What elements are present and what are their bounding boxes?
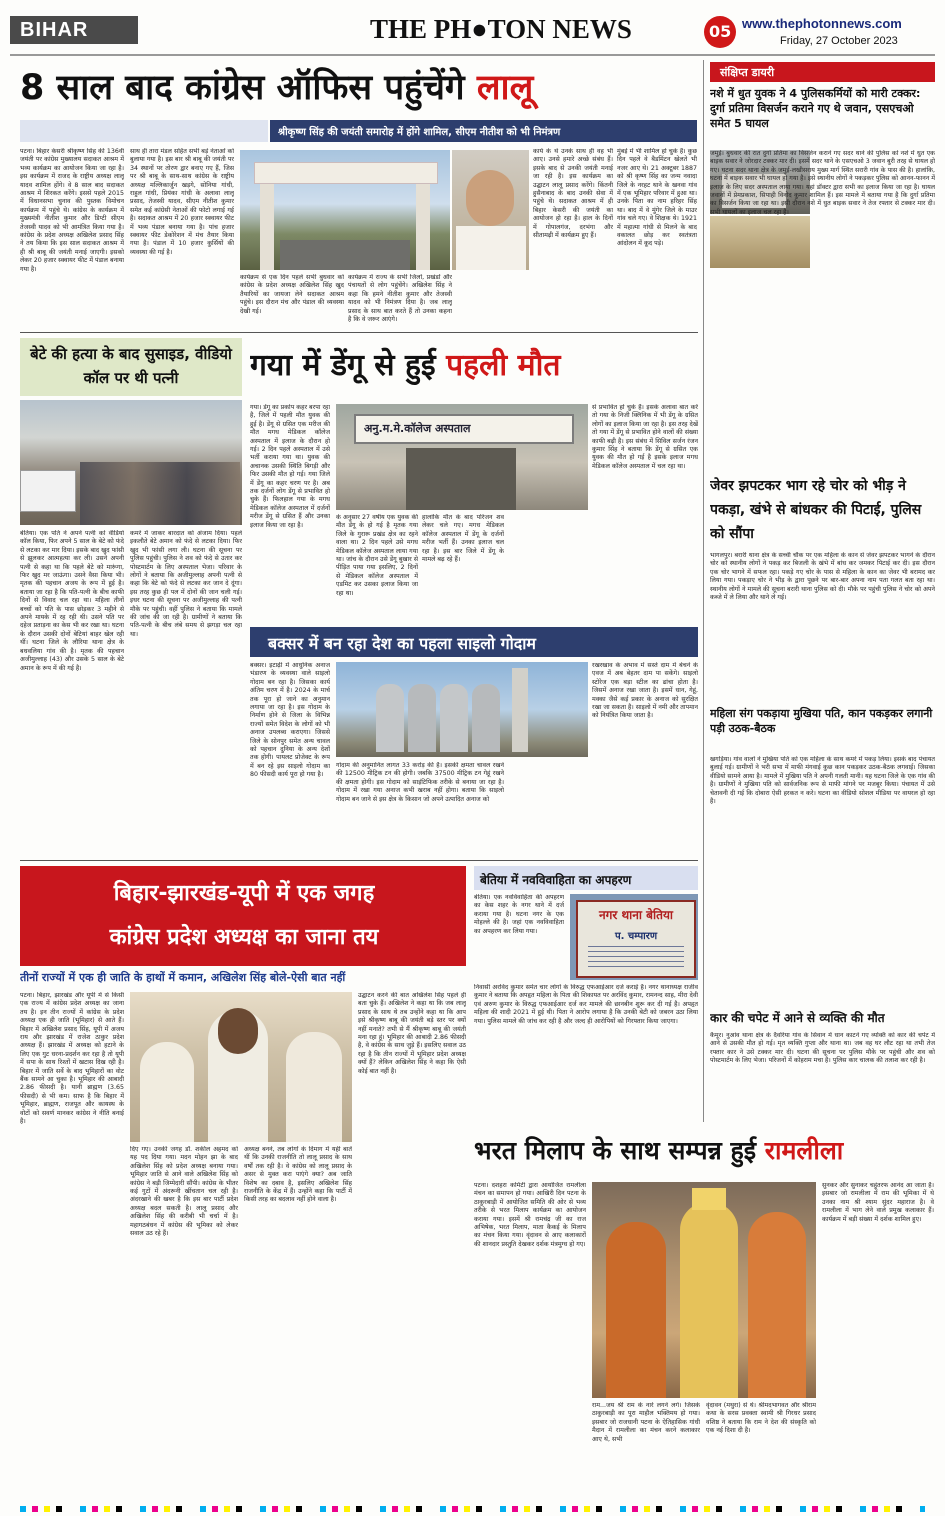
police-sign-title: नगर थाना बेतिया [598,908,674,922]
sidebar-story4-headline: कार की चपेट में आने से व्यक्ति की मौत [710,1011,885,1025]
silo-tank-2 [408,684,436,752]
page-number-badge [704,16,736,48]
congress-headline-line2: कांग्रेस प्रदेश अध्यक्ष का जाना तय [109,925,379,950]
congress-photo-person3 [140,1042,194,1142]
congress-headline-line1: बिहार-झारखंड-यूपी में एक जगह [113,881,375,906]
bride-headline: बेतिया में नवविवाहिता का अपहरण [480,873,632,887]
silo-body-3: रखरखाव के अभाव में सस्ते दाम में बेचने के एवज में अब बेहतर दाम पा सकेंगे। साइलो स्टोरेज एक बड़ा स्टील का ढांचा होता है। जिसमें अनाज रखा जाता है। इसमें धान, गेहूं, मक्का जैसे कई प्रकार के अनाज को सुरक्षित रखा जा सकता है। साइलो में नमी और तापमान को नियंत्रित किया जाता है। [592,662,698,720]
sidebar-divider [703,60,704,1122]
sidebar-header-text: संक्षिप्त डायरी [720,66,775,79]
congress-body-4: उद्घाटन करने की बात अखिलेश सिंह पहले ही बता चुके हैं। अखिलेश ने कहा था कि जब लालू प्रसाद के साथ थे तब उन्होंने कहा था कि आप इसे श्रीकृष्ण बाबू की जयंती बड़े स्तर पर क्यों नहीं मनाते? तभी से मैं श्रीकृष्ण बाबू की जयंती मना रहा हूं। भूमिहार की आबादी 2.86 फीसदी है, वे कांग्रेस के साथ जुड़े हैं। इसलिए सवाल उठ रहा है कि तीन राज्यों में भूमिहार प्रदेश अध्यक्ष क्यों हैं? लेकिन अखिलेश सिंह ने कहा कि ऐसी कोई बात नहीं है। [358,992,466,1075]
lead-subhead: श्रीकृष्ण सिंह की जयंती समारोह में होंगे शामिल, सीएम नीतीश को भी निमंत्रण [278,127,561,138]
hospital-sign-text: अनु.म.मे.कॉलेज अस्पताल [364,422,471,435]
police-sign-district: प. चम्पारण [614,931,658,942]
suicide-headline: बेटे की हत्या के बाद सुसाइड, वीडियो कॉल पर थी पत्नी [30,345,232,387]
lead-photo-lalu [452,150,529,270]
sidebar-story2-body: भागलपुर। बरारी थाना क्षेत्र के सच्ची चौक पर एक महिला के कान से जेवर झपटकर भागने के दौरान चोर को स्थानीय लोगों ने पकड़ कर बिजली के खंभे में बांध कर जमकर पिटाई कर दी। इस दौरान एक चोर भागने में सफल रहा। पकड़े गए चोर के पास से महिला के कान का जेवर भी बरामद कर लिया गया। पकड़ाए चोर ने भीड़ के द्वारा पूछने पर बार-बार अपना नाम पता गलत बता रहा था। स्थानीय लोगों ने मामले की सूचना बरारी थाना पुलिस को दी। मौके पर पहुंची पुलिस ने चोर को अपने कब्जे में ले लिया और थाने ले गई। [710,552,935,602]
lalu-head [466,170,514,226]
silo-body-1: बक्सर। इटाढ़ी में आधुनिक अनाज भंडारण के व्यवस्था वाले साइलो गोदाम बन रहा है। जिसका कार्य अंतिम चरण में है। 2024 के मार्च तक पूरा हो जाने का अनुमान लगाया जा रहा है। इस गोदाम के निर्माण होने से जिला के विभिन्न राज्यों समेत विदेश के लोगों को भी अनाज उपलब्ध कराएगा। जिससे जिले के सोनपुर समेत अन्य चावल को पहचान दुनिया के अन्य देशों तक होगी। पायलट प्रोजेक्ट के रूप में बन रहे इस साइलो गोदाम का 80 फीसदी कार्य पूरा हो गया है। [250,662,330,779]
page-number: 05 [709,22,732,41]
ramleela-photo [592,1182,816,1398]
congress-body-1: पटना। बिहार, झारखंड और यूपी में से किसी एक राज्य में कांग्रेस प्रदेश अध्यक्ष का जाना तय है। इन तीन राज्यों में कांग्रेस के प्रदेश अध्यक्ष एक ही जाति (भूमिहार) से आते हैं। बिहार में अखिलेश प्रसाद सिंह, यूपी में अजय राय और झारखंड में राजेश ठाकुर प्रदेश अध्यक्ष हैं। झारखंड में अध्यक्ष को हटाने के लिए एक गुट धरना-प्रदर्शन कर रहा है तो यूपी में सपा के साथ रिश्तों में खटास दिख रही है। बिहार में जाति सर्वे के बाद भूमिहारों का वोट बैंक सामने आ चुका है। भूमिहार की आबादी 2.86 फीसदी है। यानी ब्राह्मण (3.65 फीसदी) से भी कम। साफ है कि बिहार में भूमिहार, ब्राह्मण, राजपूत और कायस्थ के वोटों को सवर्ण मानकर कांग्रेस ने नीति बनाई है। [20,992,124,1126]
police-sign-lines [588,946,684,968]
dengue-headline [250,338,698,398]
suicide-photo-crowd [80,462,240,525]
lead-body-3: कार्यक्रम से एक दिन पहले सभी बुधवार को कांग्रेस के प्रदेश अध्यक्ष अखिलेश सिंह खुद तैयारियों का जायजा लेने सदाकत आश्रम पहुंचे। इस दौरान मंच और पंडाल की व्यवस्था देखी गई। [240,274,344,315]
ramleela-body-3: सुनकर और सुनाकर चहुंतरफ आनंद आ जाता है। इसबार जो रामलीला में राम की भूमिका में थे उनका नाम श्री श्याम सुंदर महाराज है। वे रामलीला में भाग लेने वाले प्रमुख कलाकार हैं। कार्यक्रम में बड़ी संख्या में दर्शक शामिल हुए। [822,1182,934,1223]
paper-name: THE PH●TON NEWS [370,14,632,44]
sidebar-story2-headline: जेवर झपटकर भाग रहे चोर को भीड़ ने पकड़ा, खंभे से बांधकर की पिटाई, पुलिस को सौंपा [710,478,922,542]
lead-headline [20,64,692,116]
sidebar-story4-body: कैमूर। नुआंव थाना क्षेत्र के दैवरिया गांव के सिवान में धान काटने गए व्यक्ति को कार की चपेट में आने से उसकी मौत हो गई। मृत व्यक्ति गुप्ता और थाना था। जब वह घर लौट रहा था तभी तेज रफ्तार कार ने उसे टक्कर मार दी। घटना की सूचना पर पुलिस मौके पर पहुंची और शव को पोस्टमार्टम के लिए भेजा। परिजनों में कोहराम मचा है। पुलिस कार चालक की तलाश कर रही है। [710,1032,935,1065]
silo-photo [336,662,588,757]
sidebar-story1-body: जमुई। बुधवार की रात दुर्गा प्रतिमा का विसर्जन कराने गए सदर थाने की पुलिस को नशे में धुत एक बाइक सवार ने जोरदार टक्कर मार दी। इसमें सदर थाने के एसएचओ 3 जवान बुरी तरह से घायल हो गए। घटना सदर थाना क्षेत्र के जमुई-लखीसराय मुख्य मार्ग स्थित सरारी गांव के पास की है। हालांकि, घटना में बाइक सवार भी घायल हो गया है। इसे स्थानीय लोगों ने पकड़कर पुलिस को आनन-फानन में इलाज के लिए सदर अस्पताल लाया गया। यहां डॉक्टर द्वारा सभी का इलाज किया जा रहा है। घायल जवानों में प्रेमप्रकाश, सिपाही विनोद कुमार शामिल हैं। इस मामले में बताया गया है कि दुर्गा प्रतिमा का विसर्जन किया जा रहा था। इसी दौरान नशे में धुत बाइक सवार ने तेज रफ्तार से टक्कर मार दी। सभी घायलों का इलाज चल रहा है। [710,150,935,216]
mid-rule [20,860,698,861]
dengue-headline-text: गया में डेंगू से हुई [250,348,447,383]
ramleela-photo-caption: राम...जय श्री राम के नारे लगने लगे। जिसके ठाकुरबाड़ी का पूरा माहौल भक्तिमय हो गया। इसबार जो राजधानी पटना के ऐतिहासिक गांधी मैदान में रामलीला का मंचन करने कलाकार आए थे, सभी [592,1402,700,1443]
ramleela-body-1: पटना। दशहरा कमिटी द्वारा आयोजित रामलीला मंचन का समापन हो गया। आखिरी दिन पटना के ठाकुरबाड़ी में आयोजित समिति की ओर से भव्य तरीके से भरत मिलाप कार्यक्रम का आयोजन कराया गया। इसमें श्री रामचंद्र जी का राज अभिषेक, भरत मिलाप, माता कैकई के मिलाप का मंचन किया गया। वृंदावन से आए कलाकारों की शानदार प्रस्तुति देखकर दर्शक मंत्रमुग्ध हो गए। [474,1182,586,1248]
ramleela-headline [474,1128,934,1176]
bride-headline-box [474,866,698,890]
section-tab [10,16,138,44]
lalu-shirt [456,226,526,270]
sidebar-story3-headline: महिला संग पकड़ाया मुखिया पति, कान पकड़कर लगानी पड़ी उठक-बैठक [710,707,933,735]
dengue-body-3: हालांकि मौत के बाद परिजन शव लेकर चले गए। मगध मेडिकल कॉलेज अस्पताल में डेंगू के दर्जनों मरीज भर्ती हैं। उनका इलाज चल रहा है। इस बार जिले में डेंगू के मामले बढ़ रहे हैं। [422,514,504,564]
silo-body-2: गोदाम की अनुमानित लागत 33 करोड़ की है। इसकी क्षमता चावल रखने की 12500 मीट्रिक टन की होगी। जबकि 37500 मीट्रिक टन गेहूं रखने की क्षमता होगी। इस गोदाम को साइंटिफिक तरीके से बनाया जा रहा है। गोदाम में रखा गया अनाज कभी खराब नहीं होगा। बताया कि साइलो गोदाम बन जाने से इस क्षेत्र के किसान जो अपने उत्पादित अनाज को [336,762,504,803]
sidebar-story3-body: खगड़िया। गांव वालों ने मुखिया पति को एक महिला के साथ कमरे में पकड़ लिया। इसके बाद पंचायत बुलाई गई। ग्रामीणों ने भरी सभा में माफी मंगवाई कुछ कान पकड़कर उठक-बैठक लगवाई। जिसका वीडियो सामने आया है। मामले में मुखिया पति ने अपनी गलती मानी। यह घटना जिले के एक गांव की है। ग्रामीणों ने मुखिया पति को सार्वजनिक रूप से माफी मांगने पर मजबूर किया। पंचायत में उसे चेतावनी दी गई कि दोबारा ऐसी हरकत न करे। घटना का वीडियो सोशल मीडिया पर वायरल हो रहा है। [710,756,935,806]
section-label: BIHAR [20,19,89,41]
dengue-body-2: के अनुसार 27 वर्षीय एक युवक की मौत डेंगू के हो गई है मृतक गया जिले के गुरारू प्रखंड क्षेत्र का रहने वाला था। 2 दिन पहले उसे मगध मेडिकल कॉलेज अस्पताल लाया गया था। जांच के दौरान उसे डेंगू बुखार से पीड़ित पाया गया इसलिए, 2 दिनों से मेडिकल कॉलेज अस्पताल में एडमिट कर उसका इलाज किया जा रहा था। [336,514,418,597]
hospital-entrance [406,448,516,510]
bride-body-1: बेतिया। एक नवविवाहिता की अपहरण का केस शहर के नगर थाने में दर्ज कराया गया है। घटना नगर के एक मोहल्ले की है। जहां एक नवविवाहिता का अपहरण कर लिया गया। [474,894,564,935]
silo-tank-1 [376,684,404,752]
suicide-photo [20,400,242,525]
lead-band-left [20,120,268,142]
suicide-body-1: बेतिया। एक पति ने अपने पत्नी को वीडियो कॉल किया, फिर अपने 5 साल के बेटे को फंदे से लटका कर मार दिया। इसके बाद खुद फांसी से झूलकर आत्महत्या कर ली। उसने अपनी पत्नी से कहा था कि पहले बेटे को मारूंगा, फिर खुद मर जाऊंगा। उसने वैसा किया भी। मृतक की पहचान अजय के रूप में हुई है। बताया जा रहा है कि पति-पत्नी के बीच काफी दिनों से विवाद चल रहा था। महिला तीनों बच्चों को पति के पास छोड़कर 3 महीने से अपने मायके में रह रही थी। उसने पति पर दहेज प्रताड़ना का केस भी कर रखा था। घटना के दौरान उसकी दोनों बेटियां बाहर खेल रही थीं। घटना जिले के लौरिया थाना क्षेत्र के बधवलिया गांव की है। मृतक की पहचान अजीमुल्लाह (43) और उसके 5 साल के बेटे अमान के रूप में की गई है। [20,530,124,672]
lead-body-1: पटना। बिहार केसरी श्रीकृष्ण सिंह की 136वीं जयंती पर कांग्रेस मुख्यालय सदाकत आश्रम में भव्य कार्यक्रम का आयोजन किया जा रहा है। इस कार्यक्रम में राजद के राष्ट्रीय अध्यक्ष लालू यादव शामिल होंगे। वे 8 साल बाद सदाकत आश्रम में शिरकत करेंगे। इससे पहले 2015 में विधानसभा चुनाव की पुस्तक विमोचन कार्यक्रम में पहुंचे थे। कांग्रेस के कार्यक्रम में मुख्यमंत्री नीतीश कुमार और डिप्टी सीएम तेजस्वी यादव को भी आमंत्रित किया गया है। कांग्रेस के प्रदेश अध्यक्ष अखिलेश प्रसाद सिंह ने तय किया कि इस साल सदाकत आश्रम में ही श्री बाबू की जयंती मनाई जाएगी। इसको लेकर 20 हजार स्क्वायर फीट में पंडाल बनाया गया है। [20,148,124,273]
sidebar-header [710,62,935,82]
dengue-body-4: से प्रभावित हो चुके हैं। इसके अलावा बात करें तो गया के निजी क्लिनिक में भी डेंगू के ग्रसित लोगों का इलाज किया जा रहा है। इस तरह देखें तो गया में डेंगू से प्रभावित होने वालों की संख्या काफी बढ़ी है। इस संबंध में सिविल सर्जन रंजन कुमार सिंह ने बताया कि डेंगू से ग्रसित एक युवक की मौत हो गई है इसके इलाज मगध मेडिकल कॉलेज अस्पताल में चल रहा था। [592,404,698,470]
website-link[interactable]: www.thephotonnews.com [742,16,902,31]
suicide-photo-ambulance [20,470,76,512]
lead-body-4: कार्यक्रम में राज्य के सभी जिलों, प्रखंडों और पंचायतों से लोग पहुंचेंगे। अखिलेश सिंह ने कहा कि हमने नीतीश कुमार और तेजस्वी यादव को भी निमंत्रण दिया है। जब लालू प्रसाद के साथ बात करते हैं तो उनका कहना है कि वे जरूर आएंगे। [348,274,452,324]
police-sign-board [576,900,696,978]
ramleela-actor-ram [680,1202,738,1398]
sidebar-story1-headline: नशे में धुत युवक ने 4 पुलिसकर्मियों को मारी टक्कर: दुर्गा प्रतिमा विसर्जन कराने गए थे जवान, एसएचओ समेत 5 घायल [710,87,921,130]
ramleela-crown [692,1188,726,1210]
print-color-marks [20,1506,925,1512]
bride-sign-photo [570,894,698,980]
masthead-rule [10,54,935,56]
silo-tank-4 [472,684,500,752]
lead-subhead-band [270,120,697,142]
lead-bottom-rule [20,332,698,333]
congress-body-3: अध्यक्ष बनने, तब लोगों के दिमाग में यही बातें थीं कि उनकी राजनीति तो लालू प्रसाद के साथ वर्षों तक रही है। वे कांग्रेस को लालू प्रसाद के असर से मुक्त करा पाएंगे क्या? अब जाति विशेष का दबाव है, इसलिए अखिलेश सिंह राजनीति के केंद्र में हैं। उन्होंने कहा कि पार्टी में किसी तरह का बदलाव नहीं होने वाला है। [244,1146,352,1204]
ramleela-headline-text: भरत मिलाप के साथ सम्पन्न हुई [474,1136,765,1165]
silo-tower [512,668,528,752]
hospital-sign-board [354,414,574,444]
ramleela-actor-bharat [748,1212,806,1398]
congress-photo-person2 [286,1032,342,1142]
dengue-body-1: गया। डेंगू का प्रकोप कहर बरपा रहा है, जिले में पहली मौत युवक की हुई है। डेंगू से ग्रसित एक मरीज की मौत मगध मेडिकल कॉलेज अस्पताल में इलाज के दौरान हो गई। 2 दिन पहले अस्पताल में उसे भर्ती कराया गया था। युवक की अचानक उसकी स्थिति बिगड़ी और फिर उसकी मौत हो गई। गया जिले में डेंगू का कहर चरण पर है। अब तक दर्जनों लोग डेंगू से प्रभावित हो चुके हैं। फिलहाल गया के मगध मेडिकल कॉलेज अस्पताल में दर्जनों मरीज डेंगू से ग्रसित हैं और उनका इलाज किया जा रहा है। [250,404,330,529]
masthead [0,0,945,58]
dengue-photo-hospital [336,404,588,510]
lead-headline-highlight: लालू [476,68,534,108]
lead-body-2: साथ ही तारा मंडल सहित सभी बड़े नेताओं को बुलाया गया है। इस बार श्री बाबू की जयंती पर 34 स्थानों पर तोरण द्वार बनाए गए हैं, जिस पर श्री बाबू के साथ-साथ कांग्रेस के राष्ट्रीय अध्यक्ष मल्लिकार्जुन खड़गे, सोनिया गांधी, राहुल गांधी, प्रियंका गांधी के अलावा लालू प्रसाद, तेजस्वी यादव, सीएम नीतीश कुमार समेत कई कांग्रेसी नेताओं की फोटो लगाई गई है। सदाकत आश्रम में 20 हजार स्क्वायर फीट में भव्य पंडाल बनाया गया है। पांच हजार स्क्वायर फीट डेकोरेशन में मंच तैयार किया गया है। पंडाल में 10 हजार कुर्सियों की व्यवस्था की गई है। [130,148,234,256]
silo-tank-3 [440,684,468,752]
congress-photo [130,992,352,1142]
arch-banner [254,162,438,184]
lead-headline-text: 8 साल बाद कांग्रेस ऑफिस पहुंचेंगे [20,68,477,108]
suicide-body-2: कमरे में जाकर बारदात को अंजाम दिया। पहले इकलौते बेटे अमान को फंदे से लटका दिया। फिर खुद भी फांसी लगा ली। घटना की सूचना पर पुलिस पहुंची। पुलिस ने शव को फंदे से उतार कर पोस्टमार्टम के लिए अस्पताल भेजा। परिवार के लोगों ने बताया कि अजीमुल्लाह अपनी पत्नी से कहा कि बेटे को फंदे से लटका कर जान दे दूंगा। इस तरह कुछ ही पल में दोनों की जान चली गई। इधर घटना की सूचना पर अजीमुल्लाह की पत्नी मौके पर पहुंची। वहीं पुलिस ने बताया कि मामले की जांच की जा रही है। ग्रामीणों ने बताया कि पति-पत्नी के बीच लंबे समय से झगड़ा चल रहा था। [130,530,242,638]
ramleela-body-2: वृंदावन (मथुरा) से थे। श्रीमदभागवत और श्रीराम कथा के सरस प्रवक्ता स्वामी श्री गिरधर प्रसाद वशिष्ठ ने बताया कि राम ने देश की संस्कृति को एक नई दिशा दी है। [706,1402,816,1435]
congress-headline-box [20,866,466,966]
ramleela-actor-hanuman [606,1222,666,1398]
silo-headline-band [250,627,698,657]
congress-subhead: तीनों राज्यों में एक ही जाति के हाथों में कमान, अखिलेश सिंह बोले-ऐसी बात नहीं [20,971,346,984]
lead-photo-arch [240,150,450,270]
congress-body-2: दिए गए। उनकी जगह डॉ. शकील अहमद को यह पद दिया गया। मदन मोहन झा के बाद अखिलेश सिंह को प्रदेश अध्यक्ष बनाया गया। भूमिहार जाति से आने वाले अखिलेश सिंह को कांग्रेस ने बड़ी जिम्मेदारी सौंपी। कांग्रेस के भीतर कई गुटों में अंदरूनी खींचतान चल रही है। अंदरखाने की खबर है कि इस बार पार्टी प्रदेश अध्यक्ष बदल सकती है। लालू प्रसाद और अखिलेश सिंह की करीबी भी चर्चा में है। महागठबंधन में कांग्रेस की भूमिका को लेकर सवाल उठ रहे हैं। [130,1146,238,1238]
ramleela-headline-highlight: रामलीला [764,1136,844,1165]
edition-date: Friday, 27 October 2023 [780,35,898,47]
suicide-headline-box [20,338,242,396]
lead-body-5: कार्य के थे उनके साथ ही वह भी आए। उनसे हमारे अच्छे संबंध हैं। इसके बाद से उनकी जयंती मनाई जा रही है। इस कार्यक्रम का उद्घाटन लालू प्रसाद करेंगे। किंतनी हुसैनाबाद के बाद उनकी सेवा में पहुंचे थे। सदाकत आश्रम में ही बिहार केसरी की जयंती का आयोजन हो रहा है। हाल के दिनों में गोपालगंज, दरभंगा और सीतामढ़ी में कार्यक्रम हुए हैं। [533,148,613,240]
lead-body-6: मुंबई में भी शामिल हो चुके हैं। कुछ दिन पहले वे बैडमिंटन खेलते भी नजर आए थे। 21 अक्टूबर 1887 को श्री कृष्ण सिंह का जन्म नवादा जिले के नरहट थाने के खनवा गांव में एक भूमिहार परिवार में हुआ था। उनके पिता का नाम हरिहर सिंह था। बाद में वे मुंगेर जिले के माउर गांव चले गए। वे शिक्षक थे। 1921 में महात्मा गांधी से मिलने के बाद वकालत छोड़ कर स्वतंत्रता आंदोलन में कूद पड़े। [617,148,697,248]
bride-body-2: निवासी अरविंद कुमार समेत चार लोगों के विरुद्ध एफआईआर दर्ज कराई है। नगर थानाध्यक्ष राजीव कुमार ने बताया कि अपहृत महिला के पिता की शिकायत पर अरविंद कुमार, रामनन्द साह, मीरा देवी एवं अरुण कुमार के विरुद्ध एफआईआर दर्ज कर मामले की छानबीन शुरू कर दी गई है। अपहृत महिला की शादी 2021 में हुई थी। पिता ने आरोप लगाया है कि उनकी बेटी को जबरन उठा लिया गया। पुलिस मामले की जांच कर रही है और जल्द ही आरोपियों को गिरफ्तार किया जाएगा। [474,984,698,1025]
congress-photo-face [218,1008,258,1054]
arch-road [280,240,410,270]
dengue-headline-highlight: पहली मौत [446,348,561,383]
silo-headline: बक्सर में बन रहा देश का पहला साइलो गोदाम [268,634,537,653]
